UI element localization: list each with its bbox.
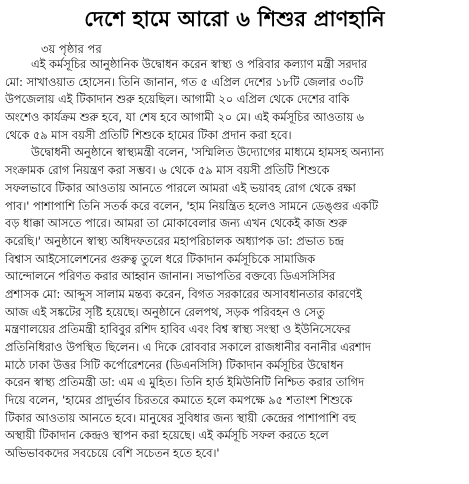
article-line-23: অভিভাবকদের সবচেয়ে বেশি সচেতন হতে হবে।' [5,447,220,461]
article-line-11: করেছি।' অনুষ্ঠানে স্বাস্থ্য অধিদফতরের মহাপরিচালক অধ্যাপক ডা: প্রভাত চন্দ্র [5,234,344,248]
article-line-5: থেকে ৫৯ মাস বয়সী প্রতিটি শিশুকে হামের টিকা প্রদান করা হবে। [5,128,292,142]
article-line-6: উদ্বোধনী অনুষ্ঠানে স্বাস্থ্যমন্ত্রী বলেন, 'সম্মিলিত উদ্যোগের মাধ্যমে হামসহ অন্যান্য [31,146,384,160]
article-line-14: প্রশাসক মো: আব্দুস সালাম মন্তব্য করেন, বিগত সরকারের অসাবধানতার কারণেই [5,287,362,301]
article-body [5,56,462,480]
article-line-17: প্রতিনিধিরাও উপস্থিত ছিলেন। এ দিকে রোববার সকালে রাজধানীর বনানীর এরশাদ [5,341,371,354]
article-line-22: অস্থায়ী টিকাদান কেন্দ্রও স্থাপন করা হয়েছে। এই কর্মসূচি সফল করতে হলে [5,429,329,443]
article-line-7: সংক্রামক রোগ নিয়ন্ত্রণ করা সম্ভব। ৬ থেকে ৫৯ মাস বয়সী প্রতিটি শিশুকে [5,164,330,178]
article-line-16: মন্ত্রণালয়ের প্রতিমন্ত্রী হাবিবুর রশিদ হাবিব এবং বিশ্ব স্বাস্থ্য সংস্থা ও ইউনিসেফের [5,323,351,337]
continued-from-label: ৩য় পৃষ্ঠার পর [41,42,102,56]
article-line-3: উপজেলায় এই টিকাদান শুরু হয়েছিল। আগামী ২০ এপ্রিল থেকে দেশের বাকি [5,93,350,107]
article-line-20: দিয়ে বলেন, 'হামের প্রাদুর্ভাব চিরতরে কমাতে হলে কমপক্ষে ৯৫ শতাংশ শিশুকে [5,394,353,408]
article-line-2: মো: সাখাওয়াত হোসেন। তিনি জানান, গত ৫ এপ্রিল দেশের ১৮টি জেলার ৩০টি [5,75,364,89]
article-line-19: করেন স্বাস্থ্য প্রতিমন্ত্রী ডা: এম এ মুহিত। তিনি হার্ড ইমিউনিটি নিশ্চিত করার তাগিদ [5,376,365,390]
article-line-9: পাব।' পাশাপাশি তিনি সতর্ক করে বলেন, 'হাম নিয়ন্ত্রিত হলেও সামনে ডেঙ্গুর একটি [5,199,378,213]
article-line-21: টিকার আওতায় আনতে হবে। মানুষের সুবিধার জন্য স্থায়ী কেন্দ্রের পাশাপাশি বহু [5,411,356,425]
article-line-13: আন্দোলনে পরিণত করার আহ্বান জানান। সভাপতির বক্তব্যে ডিএসসিসির [5,270,336,284]
article-line-15: আজ এই সঙ্কটের সৃষ্টি হয়েছে। অনুষ্ঠানে রেলপথ, সড়ক পরিবহন ও সেতু [5,305,325,319]
article-line-10: বড় ধাক্কা আসতে পারে। আমরা তা মোকাবেলার জন্য এখন থেকেই কাজ শুরু [5,217,347,231]
article-line-1: এই কর্মসূচির আনুষ্ঠানিক উদ্বোধন করেন স্বাস্থ্য ও পরিবার কল্যাণ মন্ত্রী সরদার [31,58,368,71]
article-line-18: মাঠে ঢাকা উত্তর সিটি কর্পোরেশনের (ডিএনসিসি) টিকাদান কর্মসূচির উদ্বোধন [5,358,344,372]
article-line-12: বিশ্বাস আইসোলেশনের গুরুত্ব তুলে ধরে টিকাদান কর্মসূচিকে সামাজিক [5,252,316,266]
article-headline: দেশে হামে আরো ৬ শিশুর প্রাণহানি [84,7,385,31]
article-line-4: অংশেও কার্যক্রম শুরু হবে, যা শেষ হবে আগামী ২০ মে। এই কর্মসূচির আওতায় ৬ [5,111,364,125]
article-line-8: সফলভাবে টিকার আওতায় আনতে পারলে আমরা এই ভয়াবহ রোগ থেকে রক্ষা [5,181,356,195]
